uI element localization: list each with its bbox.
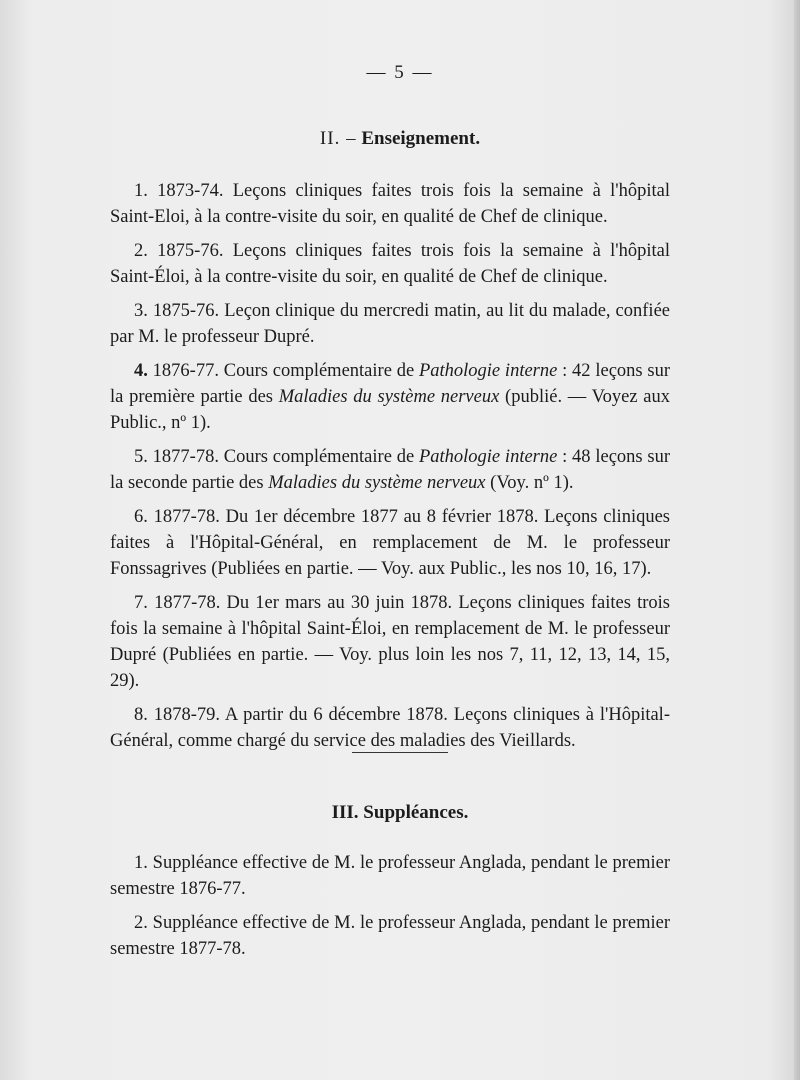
section-divider bbox=[352, 752, 448, 753]
list-item: 8. 1878-79. A partir du 6 décembre 1878. Leçons cliniques à l'Hôpital-Général, comme chargé du service des maladies des Vieillards. bbox=[110, 705, 670, 751]
list-item: 2. 1875-76. Leçons cliniques faites trois fois la semaine à l'hôpital Saint-Éloi, à la contre-visite du soir, en qualité de Chef de clinique. bbox=[110, 241, 671, 287]
list-item: 1. 1873-74. Leçons cliniques faites trois fois la semaine à l'hôpital Saint-Eloi, à la contre-visite du soir, en qualité de Chef de clinique. bbox=[110, 181, 671, 227]
section-heading-suppleances bbox=[0, 802, 800, 824]
list-item: 2. Suppléance effective de M. le professeur Anglada, pendant le premier semestre 1877-78. bbox=[110, 913, 671, 959]
section-number: II. – bbox=[319, 128, 357, 149]
list-item: 1. Suppléance effective de M. le professeur Anglada, pendant le premier semestre 1876-77. bbox=[110, 853, 671, 899]
suppleances-list bbox=[110, 850, 670, 970]
page-edge bbox=[794, 0, 800, 1080]
page-number: — 5 — bbox=[366, 62, 434, 83]
list-item: 6. 1877-78. Du 1er décembre 1877 au 8 février 1878. Leçons cliniques faites à l'Hôpital-Général, en remplacement de M. le professeur Fonssagrives (Publiées en partie. — Voy. aux Public., les nos 10, 16, 17). bbox=[110, 507, 670, 579]
section-title: Enseignement. bbox=[361, 128, 481, 149]
section-heading-enseignement bbox=[0, 128, 800, 150]
section-title: III. Suppléances. bbox=[331, 802, 469, 823]
enseignement-list bbox=[110, 178, 670, 762]
list-item: 4. 1876-77. Cours complémentaire de Pathologie interne : 42 leçons sur la première partie des Maladies du système nerveux (publié. — Voyez aux Public., nº 1). bbox=[110, 361, 671, 433]
list-item: 7. 1877-78. Du 1er mars au 30 juin 1878. Leçons cliniques faites trois fois la semaine à l'hôpital Saint-Éloi, en remplacement de M. le professeur Dupré (Publiées en partie. — Voy. plus loin les nos 7, 11, 12, 13, 14, 15, 29). bbox=[110, 593, 671, 691]
list-item: 3. 1875-76. Leçon clinique du mercredi matin, au lit du malade, confiée par M. le professeur Dupré. bbox=[110, 301, 670, 347]
list-item: 5. 1877-78. Cours complémentaire de Pathologie interne : 48 leçons sur la seconde partie des Maladies du système nerveux (Voy. nº 1). bbox=[110, 447, 671, 493]
